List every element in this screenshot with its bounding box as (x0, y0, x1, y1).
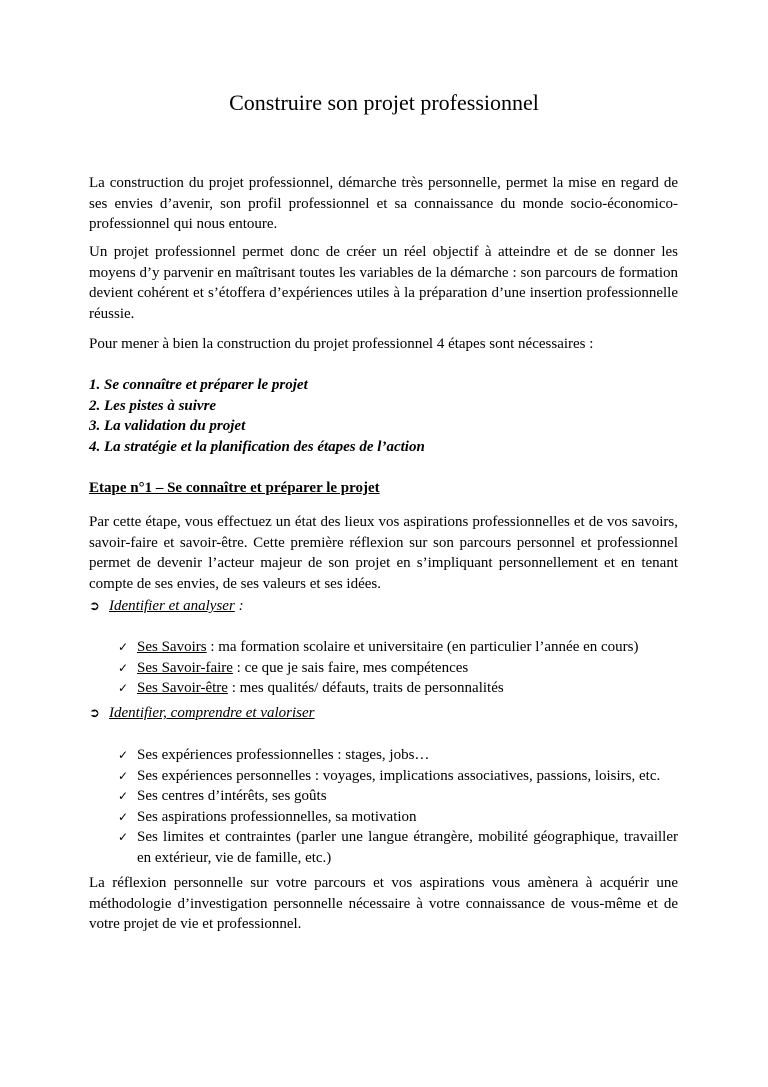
intro-paragraph-1: La construction du projet professionnel, démarche très personnelle, permet la mise en regard de ses envies d’avenir, son profil professionnel et sa connaissance du monde socio-économico-professionnel qui nous entoure. (89, 175, 678, 232)
checkmark-icon: ✓ (118, 748, 129, 762)
list-item (89, 827, 678, 868)
list-item (89, 786, 678, 807)
section1-header (89, 596, 678, 618)
section2-list (89, 745, 678, 868)
list-item (89, 766, 678, 787)
etape1-paragraph: Par cette étape, vous effectuez un état des lieux vos aspirations professionnelles et de vos savoirs, savoir-faire et savoir-être. Cette première réflexion sur son parcours personnel et professionnel permet de devenir l’acteur majeur de son projet en s’impliquant personnellement et en tenant compte de ses envies, de ses valeurs et ses idées. (89, 514, 678, 592)
item-term: Ses Savoir-faire (137, 659, 233, 676)
item-term: Ses Savoirs (137, 639, 207, 655)
checkmark-icon: ✓ (118, 830, 129, 844)
item-text: Ses aspirations professionnelles, sa motivation (137, 808, 417, 825)
item-term: Ses Savoir-être (137, 680, 228, 696)
checkmark-icon: ✓ (118, 809, 129, 824)
intro-paragraph-3: Pour mener à bien la construction du projet professionnel 4 étapes sont nécessaires : (89, 336, 594, 352)
arrow-right-icon: ➲ (89, 599, 100, 614)
section1-list (89, 637, 678, 699)
item-text: Ses limites et contraintes (parler une langue étrangère, mobilité géographique, travailler en extérieur, vie de famille, etc.) (137, 829, 678, 866)
step-item: 3. La validation du projet (89, 418, 246, 434)
section2-title: Identifier, comprendre et valoriser (109, 705, 315, 721)
list-item (89, 745, 678, 766)
section1-suffix: : (234, 598, 244, 614)
checkmark-icon: ✓ (118, 768, 129, 783)
item-text: Ses expériences professionnelles : stages, jobs… (137, 747, 430, 763)
checkmark-icon: ✓ (118, 789, 129, 803)
item-text: : ma formation scolaire et universitaire (en particulier l’année en cours) (206, 639, 639, 655)
item-text: Ses centres d’intérêts, ses goûts (137, 788, 327, 804)
step-item: 4. La stratégie et la planification des étapes de l’action (89, 438, 425, 455)
section2-header (89, 703, 678, 725)
section1-title: Identifier et analyser (109, 598, 235, 614)
arrow-right-icon: ➲ (89, 706, 100, 721)
checkmark-icon: ✓ (118, 660, 129, 675)
list-item (89, 807, 678, 828)
page-title: Construire son projet professionnel (229, 90, 539, 115)
checkmark-icon: ✓ (118, 681, 129, 695)
item-text: : ce que je sais faire, mes compétences (232, 659, 469, 676)
etape1-heading: Etape n°1 – Se connaître et préparer le projet (89, 480, 380, 496)
intro-paragraph-2: Un projet professionnel permet donc de créer un réel objectif à atteindre et de se donner les moyens d’y parvenir en maîtrisant toutes les variables de la démarche : son parcours de formation devient cohérent et s’étoffera d’expériences utiles à la préparation d’une insertion professionnelle réussie. (89, 244, 678, 322)
steps-list (89, 375, 678, 457)
checkmark-icon: ✓ (118, 640, 129, 654)
item-text: Ses expériences personnelles : voyages, implications associatives, passions, loisirs, etc. (137, 767, 661, 784)
list-item (89, 637, 678, 658)
step-item: 1. Se connaître et préparer le projet (89, 377, 308, 393)
item-text: : mes qualités/ défauts, traits de personnalités (227, 680, 504, 696)
list-item (89, 658, 678, 679)
list-item (89, 678, 678, 699)
step-item: 2. Les pistes à suivre (89, 397, 217, 414)
conclusion-paragraph: La réflexion personnelle sur votre parcours et vos aspirations vous amènera à acquérir une méthodologie d’investigation personnelle nécessaire à votre connaissance de vous-même et de votre projet de vie et professionnel. (89, 875, 678, 932)
